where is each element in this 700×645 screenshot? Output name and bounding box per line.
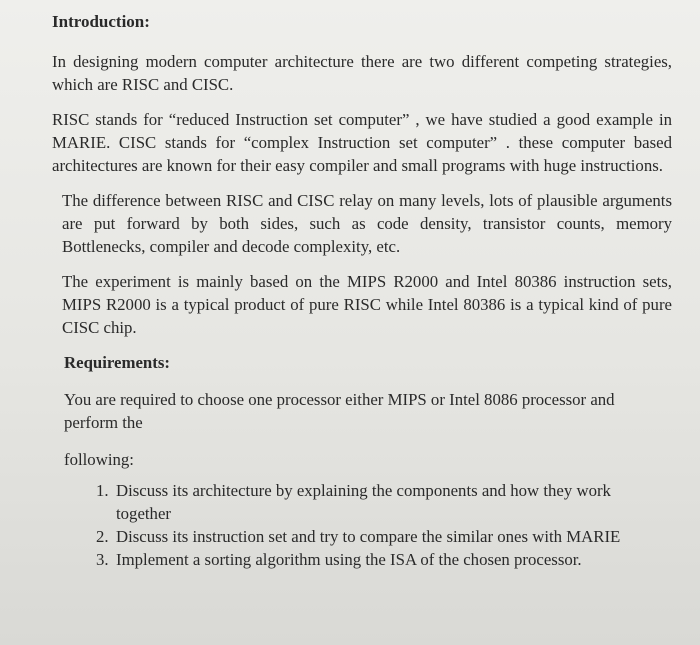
paragraph-difference: The difference between RISC and CISC relay on many levels, lots of plausible arguments are put forward by both sides, such as code density, transistor counts, memory Bottlenecks, compiler and decode complexity, etc. xyxy=(62,191,672,256)
introduction-heading: Introduction: xyxy=(52,12,150,31)
list-item-text: Implement a sorting algorithm using the ISA of the chosen processor. xyxy=(116,550,582,569)
list-item xyxy=(96,525,666,548)
paragraph-experiment: The experiment is mainly based on the MIPS R2000 and Intel 80386 instruction sets, MIPS R2000 is a typical product of pure RISC while Intel 80386 is a typical kind of pure CISC chip. xyxy=(62,272,672,337)
paragraph-strategies: In designing modern computer architecture there are two different competing strategies, which are RISC and CISC. xyxy=(52,52,672,94)
requirements-heading: Requirements: xyxy=(64,353,170,372)
list-item xyxy=(96,479,666,525)
document-body xyxy=(52,10,672,571)
requirements-following: following: xyxy=(64,450,134,469)
list-item-number: 2. xyxy=(96,527,109,546)
list-item-text: Discuss its architecture by explaining the components and how they work together xyxy=(116,481,611,523)
list-item-number: 1. xyxy=(96,481,109,500)
list-item-text: Discuss its instruction set and try to compare the similar ones with MARIE xyxy=(116,527,621,546)
list-item-number: 3. xyxy=(96,550,109,569)
paragraph-risc-cisc-definition: RISC stands for “reduced Instruction set computer” , we have studied a good example in MARIE. CISC stands for “complex Instruction set computer” . these computer based architectures are known for their easy compiler and small programs with huge instructions. xyxy=(52,110,672,175)
requirements-list xyxy=(96,479,666,571)
list-item xyxy=(96,548,666,571)
requirements-intro: You are required to choose one processor either MIPS or Intel 8086 processor and perform the xyxy=(64,390,615,432)
